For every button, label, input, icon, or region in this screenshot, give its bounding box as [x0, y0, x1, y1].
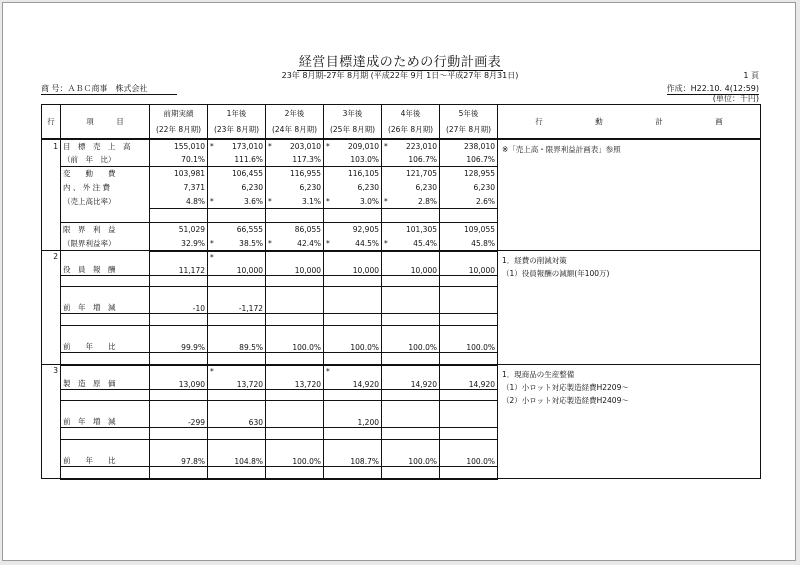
value-cell [324, 195, 382, 209]
value-cell [382, 153, 440, 167]
spacer-cell [61, 390, 150, 401]
spacer-cell [382, 467, 440, 479]
cell-value: 14,920 [352, 380, 379, 389]
value-cell [440, 440, 498, 467]
cell-value: 32.9% [181, 238, 205, 248]
spacer-cell [324, 209, 382, 223]
cell-value: 238,010 [463, 141, 495, 151]
value-cell [324, 376, 382, 390]
star-mark: * [384, 141, 388, 151]
row-number: 1 [42, 139, 61, 251]
cell-value: 100.0% [292, 343, 321, 352]
cell-value: 100.0% [466, 343, 495, 352]
value-cell [208, 181, 266, 195]
spacer-cell [150, 467, 208, 479]
value-cell [150, 326, 208, 353]
header-item: 項 目 [61, 105, 150, 139]
cell-value: 4.8% [185, 196, 205, 206]
action-plan-cell [498, 365, 761, 479]
spacer-cell [324, 467, 382, 479]
value-cell [266, 195, 324, 209]
spacer-cell [208, 209, 266, 223]
item-label: （売上高比率） [61, 195, 150, 209]
row-number: 3 [42, 365, 61, 479]
value-cell [324, 287, 382, 314]
spacer-cell [208, 467, 266, 479]
value-cell [324, 223, 382, 237]
value-cell [150, 237, 208, 251]
value-cell [324, 262, 382, 276]
star-mark: * [384, 238, 388, 248]
cell-value: 14,920 [468, 380, 495, 389]
value-cell [266, 287, 324, 314]
cell-value: 2.8% [417, 196, 437, 206]
cell-value: 70.1% [181, 154, 205, 164]
spacer-cell [440, 353, 498, 365]
cell-value: 106,455 [231, 169, 263, 179]
cell-value: 116,105 [347, 169, 379, 179]
cell-value: 10,000 [468, 266, 495, 275]
cell-value: 6,230 [473, 183, 495, 192]
spacer-cell [208, 353, 266, 365]
value-cell [266, 223, 324, 237]
star-cell [382, 251, 440, 262]
spacer-cell [266, 390, 324, 401]
item-label: 目 標 売 上 高 [61, 139, 150, 153]
spacer-cell [61, 314, 150, 326]
spacer-cell [382, 428, 440, 440]
cell-value: 100.0% [466, 457, 495, 466]
value-cell [150, 139, 208, 153]
cell-value: 209,010 [347, 141, 379, 151]
document-page [2, 2, 796, 561]
cell-value: 103.0% [350, 154, 379, 164]
star-row [42, 365, 761, 376]
item-label [61, 251, 150, 262]
spacer-cell [382, 314, 440, 326]
header-action: 行 動 計 画 [498, 105, 761, 139]
spacer-cell [150, 353, 208, 365]
spacer-cell [324, 276, 382, 287]
header-prev-sub: (22年 8月期) [150, 122, 208, 139]
spacer-cell [266, 467, 324, 479]
value-cell [324, 440, 382, 467]
cell-value: 13,090 [178, 380, 205, 389]
star-cell [150, 365, 208, 376]
value-cell [150, 262, 208, 276]
action-line: 1．経費の削減対策 [502, 256, 567, 265]
spacer-cell [150, 428, 208, 440]
value-cell [382, 237, 440, 251]
cell-value: 99.9% [181, 343, 205, 352]
spacer-cell [382, 353, 440, 365]
cell-value: 6,230 [241, 183, 263, 192]
cell-value: 155,010 [173, 141, 205, 151]
value-cell [382, 139, 440, 153]
cell-value: 108.7% [350, 457, 379, 466]
spacer-cell [61, 209, 150, 223]
cell-value: -1,172 [238, 304, 263, 313]
value-cell [266, 440, 324, 467]
value-cell [382, 287, 440, 314]
value-cell [150, 195, 208, 209]
star-cell [440, 251, 498, 262]
value-cell [150, 153, 208, 167]
cell-value: 100.0% [408, 457, 437, 466]
cell-value: 44.5% [355, 238, 379, 248]
item-label: 内 、 外 注 費 [61, 181, 150, 195]
spacer-cell [150, 390, 208, 401]
cell-value: 128,955 [463, 169, 495, 179]
cell-value: 51,029 [178, 225, 205, 235]
cell-value: 117.3% [292, 154, 321, 164]
header-y4: 4年後 [382, 105, 440, 122]
spacer-cell [266, 276, 324, 287]
spacer-cell [324, 353, 382, 365]
value-cell [208, 440, 266, 467]
spacer-cell [61, 428, 150, 440]
unit-label: (単位：千円) [712, 94, 759, 103]
value-cell [382, 167, 440, 181]
value-cell [440, 287, 498, 314]
action-line: （1）小ロット対応製造経費H2209～ [502, 383, 629, 392]
cell-value: -299 [187, 418, 205, 427]
cell-value: 6,230 [299, 183, 321, 192]
value-cell [440, 326, 498, 353]
item-label: 製 造 原 価 [61, 376, 150, 390]
action-plan-cell: ※「売上高・限界利益計画表」参照 [498, 139, 761, 251]
value-cell [324, 326, 382, 353]
value-cell [440, 195, 498, 209]
star-cell [208, 251, 266, 262]
cell-value: 86,055 [294, 225, 321, 235]
value-cell [440, 223, 498, 237]
item-label [61, 365, 150, 376]
company-name: 商 号：ＡＢＣ商事 株式会社 [41, 83, 177, 95]
star-row [42, 251, 761, 262]
spacer-cell [324, 314, 382, 326]
spacer-cell [150, 276, 208, 287]
spacer-cell [440, 314, 498, 326]
item-label: （前 年 比） [61, 153, 150, 167]
star-mark: * [210, 238, 214, 248]
action-line: （2）小ロット対応製造経費H2409～ [502, 396, 629, 405]
spacer-cell [208, 390, 266, 401]
cell-value: 104.8% [234, 457, 263, 466]
value-cell [440, 167, 498, 181]
spacer-cell [208, 428, 266, 440]
cell-value: 116,955 [289, 169, 321, 179]
value-cell [208, 287, 266, 314]
cell-value: 1,200 [357, 418, 379, 427]
value-cell [266, 326, 324, 353]
cell-value: 100.0% [350, 343, 379, 352]
cell-value: 10,000 [410, 266, 437, 275]
star-mark: * [210, 141, 214, 151]
star-cell [324, 365, 382, 376]
cell-value: 103,981 [173, 169, 205, 179]
item-label: 前 年 比 [61, 440, 150, 467]
cell-value: 38.5% [239, 238, 263, 248]
cell-value: 6,230 [415, 183, 437, 192]
value-cell [150, 167, 208, 181]
item-label: 前 年 増 減 [61, 401, 150, 428]
spacer-cell [382, 209, 440, 223]
spacer-cell [266, 428, 324, 440]
cell-value: 7,371 [183, 183, 205, 192]
action-plan-table [41, 104, 761, 480]
cell-value: 3.6% [243, 196, 263, 206]
header-y3-sub: (25年 8月期) [324, 122, 382, 139]
value-cell [208, 262, 266, 276]
page-number: 1 頁 [743, 71, 759, 80]
header-y1-sub: (23年 8月期) [208, 122, 266, 139]
cell-value: -10 [192, 304, 205, 313]
cell-value: 109,055 [463, 225, 495, 235]
cell-value: 45.4% [413, 238, 437, 248]
item-label: 前 年 比 [61, 326, 150, 353]
star-mark: * [326, 196, 330, 206]
value-cell [382, 440, 440, 467]
spacer-cell [324, 428, 382, 440]
table-row [42, 139, 761, 153]
value-cell [150, 287, 208, 314]
cell-value: 111.6% [234, 154, 263, 164]
cell-value: 100.0% [408, 343, 437, 352]
star-mark: * [384, 196, 388, 206]
value-cell [150, 223, 208, 237]
spacer-cell [324, 390, 382, 401]
value-cell [382, 181, 440, 195]
value-cell [324, 237, 382, 251]
cell-value: 100.0% [292, 457, 321, 466]
cell-value: 13,720 [236, 380, 263, 389]
value-cell [440, 139, 498, 153]
value-cell [208, 223, 266, 237]
spacer-cell [440, 276, 498, 287]
value-cell [150, 376, 208, 390]
cell-value: 3.0% [359, 196, 379, 206]
star-cell [382, 365, 440, 376]
cell-value: 42.4% [297, 238, 321, 248]
spacer-cell [266, 209, 324, 223]
item-label: 変 動 費 [61, 167, 150, 181]
item-label: 役 員 報 酬 [61, 262, 150, 276]
value-cell [324, 167, 382, 181]
header-y1: 1年後 [208, 105, 266, 122]
spacer-cell [208, 276, 266, 287]
value-cell [382, 223, 440, 237]
value-cell [208, 376, 266, 390]
star-mark: * [210, 366, 214, 376]
spacer-cell [266, 314, 324, 326]
spacer-cell [150, 209, 208, 223]
action-line: （1）役員報酬の減額(年100万) [502, 269, 610, 278]
star-mark: * [268, 238, 272, 248]
value-cell [440, 376, 498, 390]
spacer-cell [266, 353, 324, 365]
star-mark: * [326, 141, 330, 151]
star-mark: * [268, 141, 272, 151]
spacer-cell [208, 314, 266, 326]
value-cell [324, 153, 382, 167]
spacer-cell [382, 390, 440, 401]
cell-value: 203,010 [289, 141, 321, 151]
cell-value: 223,010 [405, 141, 437, 151]
cell-value: 630 [248, 418, 263, 427]
value-cell [208, 401, 266, 428]
value-cell [208, 195, 266, 209]
cell-value: 106.7% [408, 154, 437, 164]
value-cell [440, 237, 498, 251]
block-2 [42, 251, 761, 365]
spacer-cell [382, 276, 440, 287]
spacer-cell [440, 428, 498, 440]
value-cell [266, 262, 324, 276]
spacer-cell [440, 390, 498, 401]
header-y3: 3年後 [324, 105, 382, 122]
star-cell [208, 365, 266, 376]
spacer-cell [150, 314, 208, 326]
block-3 [42, 365, 761, 479]
value-cell [150, 401, 208, 428]
star-cell [150, 251, 208, 262]
header-y2: 2年後 [266, 105, 324, 122]
cell-value: 3.1% [301, 196, 321, 206]
item-label: 限 界 利 益 [61, 223, 150, 237]
value-cell [440, 181, 498, 195]
action-line: 1．現商品の生産整備 [502, 370, 575, 379]
cell-value: 92,905 [352, 225, 379, 235]
cell-value: 97.8% [181, 457, 205, 466]
cell-value: 10,000 [352, 266, 379, 275]
header-row-no: 行 [42, 105, 61, 139]
value-cell [266, 153, 324, 167]
header-row [42, 105, 761, 122]
action-plan-cell [498, 251, 761, 365]
value-cell [382, 376, 440, 390]
value-cell [266, 139, 324, 153]
value-cell [266, 181, 324, 195]
cell-value: 89.5% [239, 343, 263, 352]
cell-value: 173,010 [231, 141, 263, 151]
value-cell [440, 401, 498, 428]
value-cell [266, 401, 324, 428]
cell-value: 10,000 [294, 266, 321, 275]
spacer-cell [440, 209, 498, 223]
value-cell [150, 440, 208, 467]
star-mark: * [326, 238, 330, 248]
cell-value: 45.8% [471, 238, 495, 248]
item-label: 前 年 増 減 [61, 287, 150, 314]
cell-value: 101,305 [405, 225, 437, 235]
value-cell [440, 262, 498, 276]
header-y4-sub: (26年 8月期) [382, 122, 440, 139]
period-subtitle: 23年 8月期-27年 8月期 (平成22年 9月 1日～平成27年 8月31日) [281, 71, 519, 80]
star-mark: * [268, 196, 272, 206]
item-label: （限界利益率） [61, 237, 150, 251]
star-mark: * [326, 366, 330, 376]
value-cell [266, 167, 324, 181]
value-cell [324, 401, 382, 428]
spacer-cell [440, 467, 498, 479]
header-prev: 前期実績 [150, 105, 208, 122]
value-cell [440, 153, 498, 167]
star-mark: * [210, 252, 214, 262]
cell-value: 14,920 [410, 380, 437, 389]
value-cell [266, 376, 324, 390]
value-cell [324, 181, 382, 195]
spacer-cell [61, 276, 150, 287]
value-cell [382, 326, 440, 353]
value-cell [382, 401, 440, 428]
document-title: 経営目標達成のための行動計画表 [298, 55, 502, 70]
created-timestamp: 作成：H22.10. 4(12:59) [666, 84, 759, 93]
cell-value: 10,000 [236, 266, 263, 275]
value-cell [382, 195, 440, 209]
header-y5-sub: (27年 8月期) [440, 122, 498, 139]
value-cell [208, 326, 266, 353]
block-1 [42, 139, 761, 251]
cell-value: 6,230 [357, 183, 379, 192]
star-mark: * [210, 196, 214, 206]
value-cell [208, 153, 266, 167]
star-cell [440, 365, 498, 376]
value-cell [208, 139, 266, 153]
row-number: 2 [42, 251, 61, 365]
star-cell [266, 365, 324, 376]
value-cell [382, 262, 440, 276]
cell-value: 66,555 [236, 225, 263, 235]
star-cell [266, 251, 324, 262]
cell-value: 2.6% [475, 196, 495, 206]
cell-value: 121,705 [405, 169, 437, 179]
header-y5: 5年後 [440, 105, 498, 122]
cell-value: 13,720 [294, 380, 321, 389]
spacer-cell [61, 467, 150, 479]
value-cell [208, 237, 266, 251]
value-cell [324, 139, 382, 153]
cell-value: 106.7% [466, 154, 495, 164]
value-cell [150, 181, 208, 195]
star-cell [324, 251, 382, 262]
cell-value: 11,172 [178, 266, 205, 275]
header-y2-sub: (24年 8月期) [266, 122, 324, 139]
value-cell [266, 237, 324, 251]
spacer-cell [61, 353, 150, 365]
value-cell [208, 167, 266, 181]
